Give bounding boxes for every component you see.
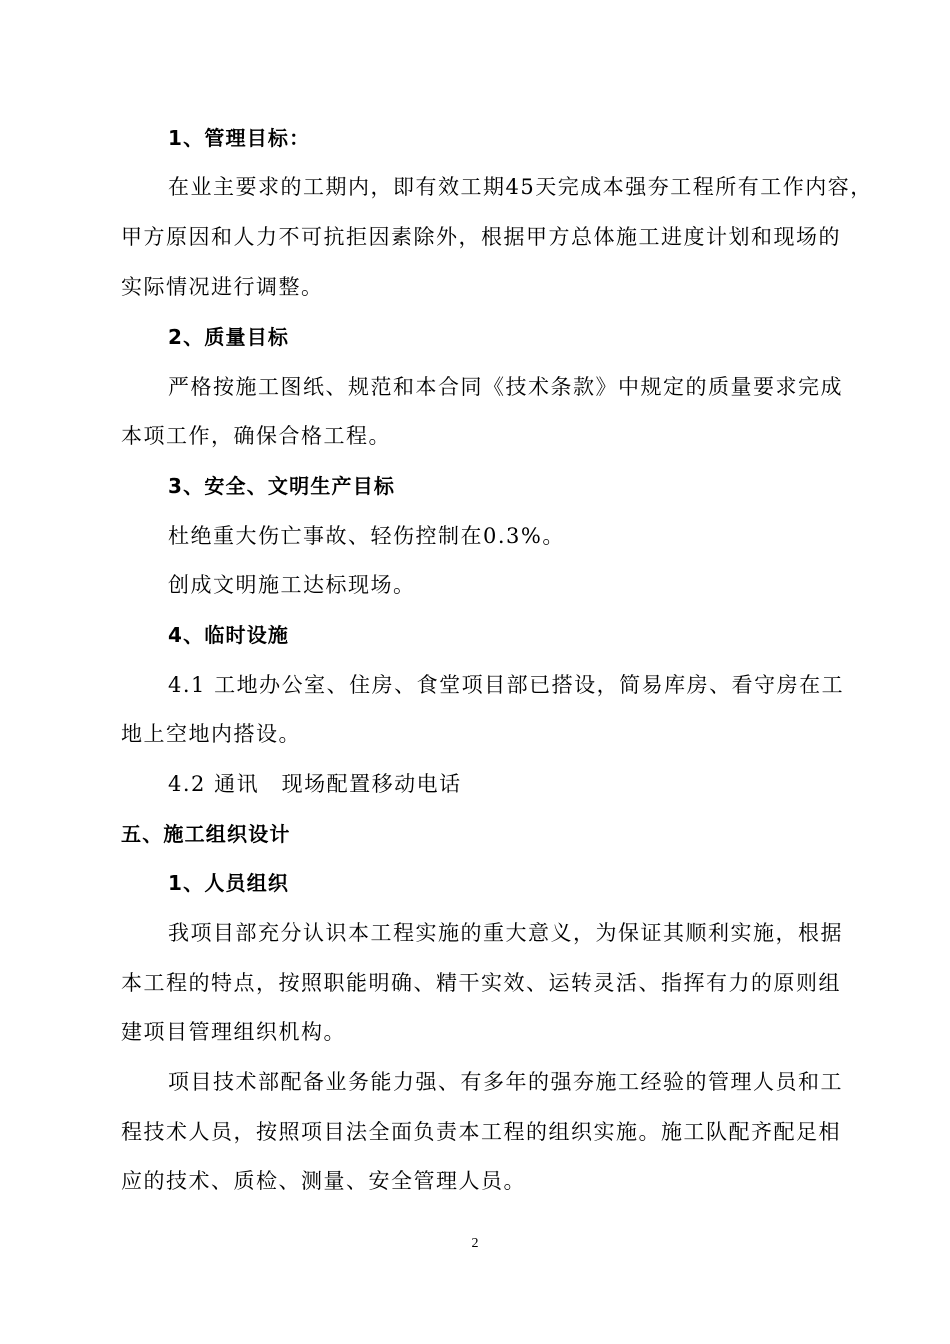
paragraph-line: 甲方原因和人力不可抗拒因素除外，根据甲方总体施工进度计划和现场的 [121,225,841,249]
section-heading-safety-goal: 3、安全、文明生产目标 [168,474,396,498]
paragraph-line: 创成文明施工达标现场。 [168,573,416,597]
paragraph-line: 严格按施工图纸、规范和本合同《技术条款》中规定的质量要求完成 [168,375,843,399]
paragraph-line: 4.2 通讯 现场配置移动电话 [168,772,462,796]
paragraph-line: 我项目部充分认识本工程实施的重大意义，为保证其顺利实施，根据 [168,921,843,945]
section-heading-management-goal: 1、管理目标： [168,126,311,150]
paragraph-line: 本工程的特点，按照职能明确、精干实效、运转灵活、指挥有力的原则组 [121,971,841,995]
paragraph-line: 建项目管理组织机构。 [121,1020,346,1044]
chapter-heading-construction-organization: 五、施工组织设计 [121,822,291,846]
paragraph-line: 地上空地内搭设。 [121,722,301,746]
section-heading-personnel-organization: 1、人员组织 [168,871,290,895]
paragraph-line: 本项工作，确保合格工程。 [121,424,391,448]
paragraph-line: 在业主要求的工期内，即有效工期45天完成本强夯工程所有工作内容， [168,175,873,199]
paragraph-line: 项目技术部配备业务能力强、有多年的强夯施工经验的管理人员和工 [168,1070,843,1094]
paragraph-line: 实际情况进行调整。 [121,275,324,299]
paragraph-line: 杜绝重大伤亡事故、轻伤控制在0.3%。 [168,524,565,548]
section-heading-temporary-facilities: 4、临时设施 [168,623,290,647]
paragraph-line: 应的技术、质检、测量、安全管理人员。 [121,1169,526,1193]
page-number: 2 [471,1236,479,1251]
paragraph-line: 程技术人员，按照项目法全面负责本工程的组织实施。施工队配齐配足相 [121,1120,841,1144]
section-heading-quality-goal: 2、质量目标 [168,325,290,349]
paragraph-line: 4.1 工地办公室、住房、食堂项目部已搭设，简易库房、看守房在工 [168,673,845,697]
